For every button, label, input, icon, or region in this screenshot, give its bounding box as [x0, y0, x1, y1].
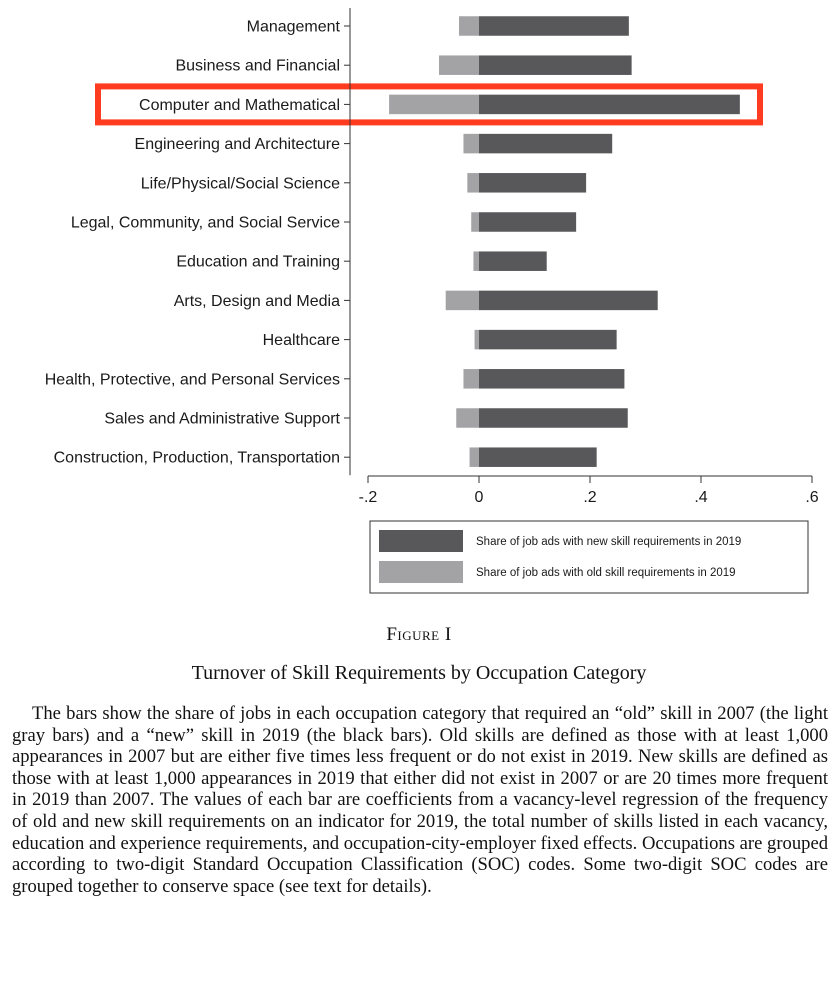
old-skill-bar-health-protective-and-personal-services — [463, 369, 479, 389]
legend-label: Share of job ads with new skill requirements in 2019 — [476, 536, 742, 548]
new-skill-bar-sales-and-administrative-support — [479, 408, 628, 428]
old-skill-bar-healthcare — [475, 330, 479, 350]
category-label: Construction, Production, Transportation — [53, 449, 340, 467]
new-skill-bar-management — [479, 16, 629, 36]
new-skill-bar-legal-community-and-social-service — [479, 212, 576, 232]
category-label: Legal, Community, and Social Service — [70, 214, 340, 232]
old-skill-bar-arts-design-and-media — [446, 291, 479, 311]
old-skill-bar-sales-and-administrative-support — [456, 408, 479, 428]
old-skill-bar-education-and-training — [473, 251, 479, 271]
new-skill-bar-computer-and-mathematical — [479, 95, 740, 115]
category-label: Computer and Mathematical — [139, 96, 340, 114]
old-skill-bar-management — [459, 16, 479, 36]
old-skill-bar-engineering-and-architecture — [463, 134, 479, 154]
category-label: Health, Protective, and Personal Services — [44, 371, 340, 389]
category-label: Healthcare — [262, 332, 340, 350]
x-tick-label: -.2 — [358, 489, 378, 506]
new-skill-bar-life-physical-social-science — [479, 173, 586, 193]
new-skill-bar-arts-design-and-media — [479, 291, 658, 311]
old-skill-bar-construction-production-transportation — [470, 447, 479, 467]
new-skill-bar-engineering-and-architecture — [479, 134, 612, 154]
new-skill-bar-health-protective-and-personal-services — [479, 369, 624, 389]
x-tick-label: .6 — [805, 489, 819, 506]
x-tick-label: 0 — [474, 489, 484, 506]
category-label: Business and Financial — [175, 57, 340, 75]
old-skill-bar-legal-community-and-social-service — [471, 212, 479, 232]
figure-notes: The bars show the share of jobs in each occupation category that required an “old” skill in 2007 (the light gray bars) and a “new” skill in 2019 (the black bars). Old skills are defined as those with at least 1,000 appearances in 2007 but are either five times less frequent or do not exist in 2019. New skills are defined as those with at least 1,000 appearances in 2019 that either did not exist in 2007 or are 20 times more frequent in 2019 than 2007. The values of each bar are coefficients from a vacancy-level regression of the frequency of old and new skill requirements on an indicator for 2019, the total number of skills listed in each vacancy, education and experience requirements, and occupation-city-employer fixed effects. Occupations are grouped according to two-digit Standard Occupation Classification (SOC) codes. Some two-digit SOC codes are grouped together to conserve space (see text for details). — [12, 703, 828, 897]
category-label: Arts, Design and Media — [173, 292, 340, 310]
old-skill-bar-computer-and-mathematical — [389, 95, 479, 115]
figure-title: Turnover of Skill Requirements by Occupation Category — [191, 662, 647, 684]
category-label: Management — [246, 18, 340, 36]
legend-swatch — [379, 530, 463, 552]
new-skill-bar-business-and-financial — [479, 55, 632, 74]
old-skill-bar-business-and-financial — [439, 55, 479, 74]
category-label: Engineering and Architecture — [134, 136, 340, 154]
old-skill-bar-life-physical-social-science — [467, 173, 479, 193]
category-label: Sales and Administrative Support — [104, 410, 340, 428]
x-tick-label: .2 — [583, 489, 597, 506]
new-skill-bar-education-and-training — [479, 251, 547, 271]
figure-label: Figure I — [386, 624, 452, 645]
category-label: Education and Training — [176, 253, 340, 271]
legend-label: Share of job ads with old skill requirements in 2019 — [476, 567, 736, 579]
new-skill-bar-construction-production-transportation — [479, 447, 597, 467]
new-skill-bar-healthcare — [479, 330, 617, 350]
legend-swatch — [379, 561, 463, 583]
x-tick-label: .4 — [694, 489, 708, 506]
category-label: Life/Physical/Social Science — [140, 175, 340, 193]
